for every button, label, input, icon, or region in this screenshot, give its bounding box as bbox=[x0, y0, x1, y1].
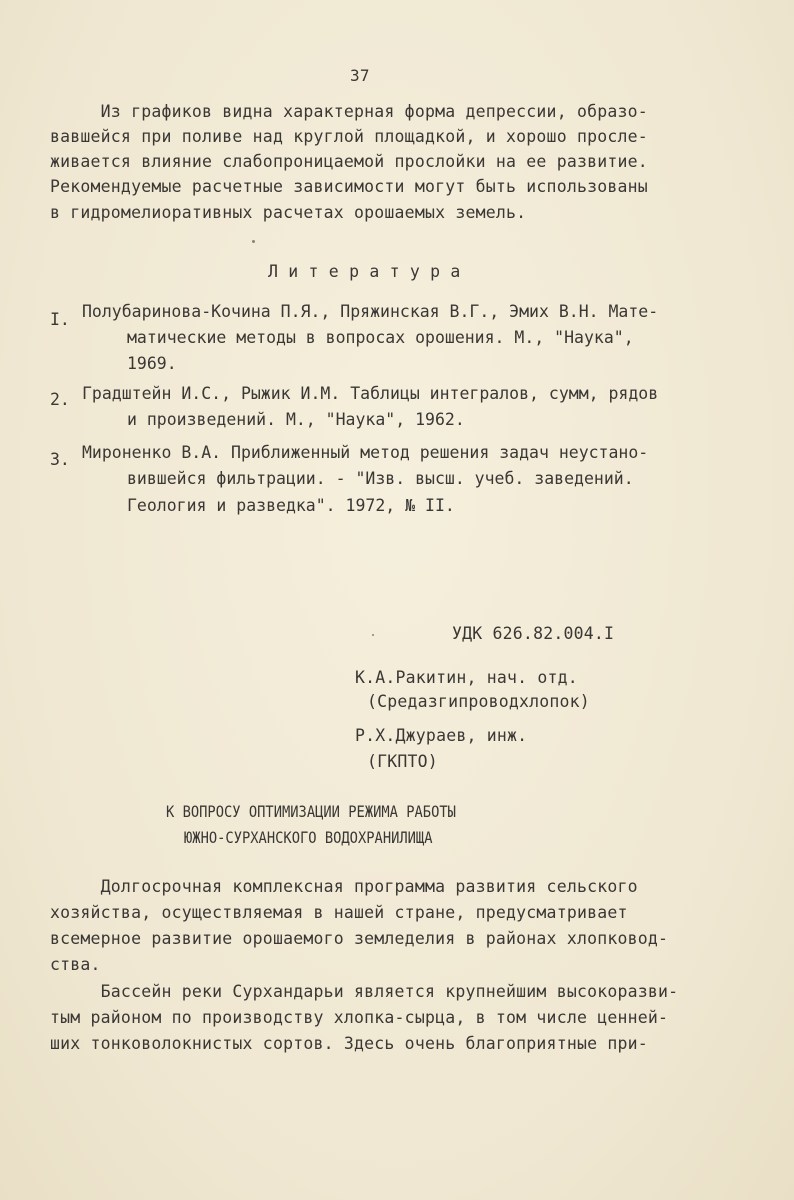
body-line-6: тым районом по производству хлопка-сырца, в том числе ценней- bbox=[50, 1008, 669, 1027]
body-line-2: хозяйства, осуществляемая в нашей стране, предусматривает bbox=[50, 903, 628, 922]
speck bbox=[252, 240, 255, 243]
body-line-4: ства. bbox=[50, 955, 101, 974]
reference-3-line-1: Мироненко В.А. Приближенный метод решения задач неустано- bbox=[82, 443, 649, 462]
author-1-org: (Средазгипроводхлопок) bbox=[367, 692, 590, 711]
reference-3-number: 3. bbox=[50, 450, 70, 469]
article-title-line-2: ЮЖНО-СУРХАНСКОГО ВОДОХРАНИЛИЩА bbox=[184, 828, 433, 847]
reference-3-line-3: Геология и разведка". 1972, № II. bbox=[127, 496, 455, 515]
page-number: 37 bbox=[350, 66, 370, 85]
intro-line-5: в гидромелиоративных расчетах орошаемых земель. bbox=[50, 203, 527, 222]
reference-2-number: 2. bbox=[50, 390, 70, 409]
literature-heading: Л и т е р а т у р а bbox=[268, 262, 461, 281]
reference-2-line-2: и произведений. М., "Наука", 1962. bbox=[127, 410, 465, 429]
intro-line-4: Рекомендуемые расчетные зависимости могут быть использованы bbox=[50, 177, 648, 196]
intro-line-2: вавшейся при поливе над круглой площадкой, и хорошо просле- bbox=[50, 127, 648, 146]
intro-line-1: Из графиков видна характерная форма депрессии, образо- bbox=[50, 102, 648, 121]
author-1-name: К.А.Ракитин, нач. отд. bbox=[355, 668, 578, 687]
reference-3-line-2: вившейся фильтрации. - "Изв. высш. учеб. заведений. bbox=[127, 469, 634, 488]
reference-1-number: I. bbox=[50, 310, 70, 329]
intro-line-3: живается влияние слабопроницаемой прослойки на ее развитие. bbox=[50, 152, 648, 171]
reference-1-line-3: 1969. bbox=[127, 354, 177, 373]
author-2-name: Р.Х.Джураев, инж. bbox=[355, 726, 528, 745]
speck bbox=[372, 634, 374, 636]
body-line-5: Бассейн реки Сурхандарьи является крупнейшим высокоразви- bbox=[50, 982, 679, 1001]
reference-1-line-2: матические методы в вопросах орошения. М., "Наука", bbox=[127, 328, 634, 347]
body-line-7: ших тонковолокнистых сортов. Здесь очень благоприятные при- bbox=[50, 1034, 648, 1053]
reference-1-line-1: Полубаринова-Кочина П.Я., Пряжинская В.Г., Эмих В.Н. Мате- bbox=[82, 302, 659, 321]
body-line-3: всемерное развитие орошаемого земледелия в районах хлопковод- bbox=[50, 929, 669, 948]
author-2-org: (ГКПТО) bbox=[367, 752, 438, 771]
article-title-line-1: К ВОПРОСУ ОПТИМИЗАЦИИ РЕЖИМА РАБОТЫ bbox=[166, 802, 456, 821]
body-line-1: Долгосрочная комплексная программа развития сельского bbox=[50, 877, 638, 896]
reference-2-line-1: Градштейн И.С., Рыжик И.М. Таблицы интегралов, сумм, рядов bbox=[82, 384, 659, 403]
udk-code: УДК 626.82.004.I bbox=[452, 624, 615, 643]
